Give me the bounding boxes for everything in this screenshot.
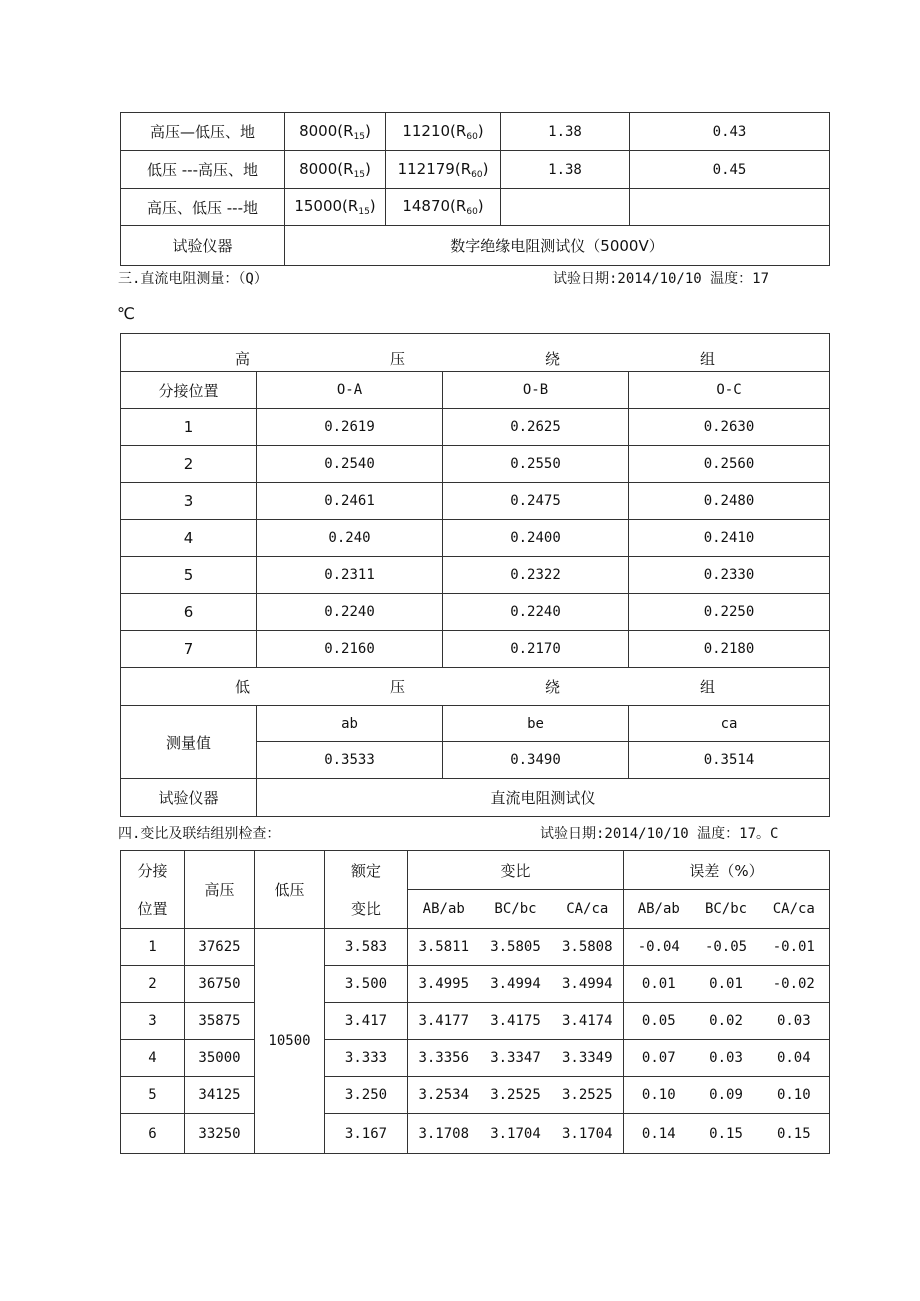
value-cell: 0.2461	[257, 483, 443, 520]
insulation-r15: $8000(R_{15})$	[285, 113, 386, 151]
tap-cell: 3	[121, 483, 257, 520]
lv-header: ab	[257, 706, 443, 742]
table-row	[121, 631, 830, 668]
lv-header: 低压	[255, 851, 325, 929]
table-row	[121, 446, 830, 483]
table-row	[121, 151, 830, 189]
value-cell: 0.2170	[443, 631, 629, 668]
value-cell: 0.2625	[443, 409, 629, 446]
lv-value: 0.3514	[629, 742, 830, 779]
error-cell: -0.05	[694, 929, 759, 966]
table-row	[121, 520, 830, 557]
rated-cell: 3.167	[325, 1114, 408, 1154]
ratio-cell: 3.1708	[408, 1114, 480, 1154]
value-cell: 0.2240	[257, 594, 443, 631]
table-row	[121, 779, 830, 817]
error-cell: 0.09	[694, 1077, 759, 1114]
section3-date-temp: 试验日期:2014/10/10 温度：17	[553, 271, 770, 287]
hv-cell: 33250	[185, 1114, 255, 1154]
insulation-label: 高压、低压 ---地	[121, 189, 285, 226]
phase-header: O-A	[257, 372, 443, 409]
error-header: 误差（%）	[624, 851, 830, 890]
error-cell: 0.10	[624, 1077, 694, 1114]
table-row	[121, 372, 830, 409]
instrument-label: 试验仪器	[121, 779, 257, 817]
instrument-value: 直流电阻测试仪	[257, 779, 830, 817]
tap-cell: 2	[121, 966, 185, 1003]
lv-cell: 10500	[255, 929, 325, 1154]
value-cell: 0.2475	[443, 483, 629, 520]
tap-cell: 2	[121, 446, 257, 483]
error-col-header: BC/bc	[694, 890, 759, 929]
section3-unit: ℃	[117, 304, 135, 323]
error-cell: 0.01	[694, 966, 759, 1003]
rated-cell: 3.500	[325, 966, 408, 1003]
ratio-cell: 3.4995	[408, 966, 480, 1003]
ratio-cell: 3.3349	[552, 1040, 624, 1077]
insulation-r15: $15000(R_{15})$	[285, 189, 386, 226]
value-cell: 0.2250	[629, 594, 830, 631]
error-cell: 0.10	[759, 1077, 830, 1114]
measured-label: 测量值	[121, 706, 257, 779]
tap-cell: 3	[121, 1003, 185, 1040]
table-row	[121, 706, 830, 742]
error-cell: 0.03	[759, 1003, 830, 1040]
hv-cell: 34125	[185, 1077, 255, 1114]
table-row	[121, 1003, 830, 1040]
insulation-r60: $112179(R_{60})$	[386, 151, 501, 189]
ratio-cell: 3.3356	[408, 1040, 480, 1077]
rated-cell: 3.250	[325, 1077, 408, 1114]
ratio-cell: 3.5808	[552, 929, 624, 966]
table-row	[121, 851, 830, 890]
insulation-pi	[630, 189, 830, 226]
ratio-cell: 3.2525	[480, 1077, 552, 1114]
value-cell: 0.2410	[629, 520, 830, 557]
tap-cell: 4	[121, 1040, 185, 1077]
value-cell: 0.2180	[629, 631, 830, 668]
insulation-r60: $11210(R_{60})$	[386, 113, 501, 151]
ratio-cell: 3.4994	[480, 966, 552, 1003]
lv-value: 0.3533	[257, 742, 443, 779]
ratio-cell: 3.5805	[480, 929, 552, 966]
tap-cell: 4	[121, 520, 257, 557]
error-col-header: AB/ab	[624, 890, 694, 929]
value-cell: 0.2550	[443, 446, 629, 483]
insulation-r60: $14870(R_{60})$	[386, 189, 501, 226]
ratio-cell: 3.4175	[480, 1003, 552, 1040]
phase-header: O-C	[629, 372, 830, 409]
instrument-label: 试验仪器	[121, 226, 285, 266]
tap-header: 分接位置	[121, 372, 257, 409]
error-cell: 0.01	[624, 966, 694, 1003]
lv-header: be	[443, 706, 629, 742]
value-cell: 0.240	[257, 520, 443, 557]
insulation-pi: 0.45	[630, 151, 830, 189]
error-cell: -0.01	[759, 929, 830, 966]
tap-cell: 1	[121, 409, 257, 446]
ratio-cell: 3.4994	[552, 966, 624, 1003]
value-cell: 0.2240	[443, 594, 629, 631]
error-cell: 0.04	[759, 1040, 830, 1077]
table-row	[121, 409, 830, 446]
error-cell: 0.07	[624, 1040, 694, 1077]
table-row	[121, 557, 830, 594]
insulation-table	[120, 112, 830, 266]
hv-cell: 35000	[185, 1040, 255, 1077]
table-row	[121, 1077, 830, 1114]
error-cell: 0.05	[624, 1003, 694, 1040]
insulation-r15: $8000(R_{15})$	[285, 151, 386, 189]
tap-cell: 5	[121, 557, 257, 594]
lv-winding-title: 低 压 绕 组	[121, 668, 830, 706]
value-cell: 0.2311	[257, 557, 443, 594]
ratio-cell: 3.2534	[408, 1077, 480, 1114]
error-col-header: CA/ca	[759, 890, 830, 929]
error-cell: 0.02	[694, 1003, 759, 1040]
table-row	[121, 483, 830, 520]
error-cell: -0.04	[624, 929, 694, 966]
section4-date-temp: 试验日期:2014/10/10 温度：17。C	[540, 826, 779, 842]
error-cell: 0.15	[694, 1114, 759, 1154]
error-cell: 0.15	[759, 1114, 830, 1154]
tap-cell: 7	[121, 631, 257, 668]
table-row	[121, 226, 830, 266]
phase-header: O-B	[443, 372, 629, 409]
lv-value: 0.3490	[443, 742, 629, 779]
value-cell: 0.2619	[257, 409, 443, 446]
ratio-col-header: AB/ab	[408, 890, 480, 929]
ratio-cell: 3.2525	[552, 1077, 624, 1114]
rated-ratio-header: 额定 变比	[325, 851, 408, 929]
insulation-label: 高压—低压、地	[121, 113, 285, 151]
hv-winding-title: 高 压 绕 组	[121, 334, 830, 372]
hv-cell: 37625	[185, 929, 255, 966]
ratio-cell: 3.4174	[552, 1003, 624, 1040]
ratio-col-header: BC/bc	[480, 890, 552, 929]
value-cell: 0.2540	[257, 446, 443, 483]
insulation-ratio: 1.38	[501, 113, 630, 151]
error-cell: 0.03	[694, 1040, 759, 1077]
rated-cell: 3.333	[325, 1040, 408, 1077]
insulation-label: 低压 ---高压、地	[121, 151, 285, 189]
ratio-cell: 3.3347	[480, 1040, 552, 1077]
tap-cell: 5	[121, 1077, 185, 1114]
value-cell: 0.2160	[257, 631, 443, 668]
ratio-cell: 3.1704	[552, 1114, 624, 1154]
value-cell: 0.2630	[629, 409, 830, 446]
dc-resistance-table	[120, 333, 830, 817]
table-row	[121, 1114, 830, 1154]
rated-cell: 3.583	[325, 929, 408, 966]
ratio-table	[120, 850, 830, 1154]
table-row	[121, 113, 830, 151]
ratio-col-header: CA/ca	[552, 890, 624, 929]
instrument-value: 数字绝缘电阻测试仪（5000V）	[285, 226, 830, 266]
value-cell: 0.2330	[629, 557, 830, 594]
ratio-header: 变比	[408, 851, 624, 890]
ratio-cell: 3.1704	[480, 1114, 552, 1154]
table-row	[121, 334, 830, 372]
insulation-ratio: 1.38	[501, 151, 630, 189]
tap-header: 分接 位置	[121, 851, 185, 929]
hv-header: 高压	[185, 851, 255, 929]
value-cell: 0.2322	[443, 557, 629, 594]
insulation-ratio	[501, 189, 630, 226]
lv-header: ca	[629, 706, 830, 742]
table-row	[121, 668, 830, 706]
tap-cell: 6	[121, 1114, 185, 1154]
value-cell: 0.2400	[443, 520, 629, 557]
tap-cell: 1	[121, 929, 185, 966]
table-row	[121, 1040, 830, 1077]
ratio-cell: 3.5811	[408, 929, 480, 966]
hv-cell: 36750	[185, 966, 255, 1003]
hv-cell: 35875	[185, 1003, 255, 1040]
table-row	[121, 966, 830, 1003]
insulation-pi: 0.43	[630, 113, 830, 151]
value-cell: 0.2560	[629, 446, 830, 483]
value-cell: 0.2480	[629, 483, 830, 520]
tap-cell: 6	[121, 594, 257, 631]
rated-cell: 3.417	[325, 1003, 408, 1040]
ratio-cell: 3.4177	[408, 1003, 480, 1040]
table-row	[121, 189, 830, 226]
section4-heading: 四.变比及联结组别检查：	[118, 826, 281, 842]
error-cell: -0.02	[759, 966, 830, 1003]
table-row	[121, 594, 830, 631]
error-cell: 0.14	[624, 1114, 694, 1154]
section3-heading: 三.直流电阻测量：（Q）	[118, 271, 268, 287]
table-row	[121, 929, 830, 966]
